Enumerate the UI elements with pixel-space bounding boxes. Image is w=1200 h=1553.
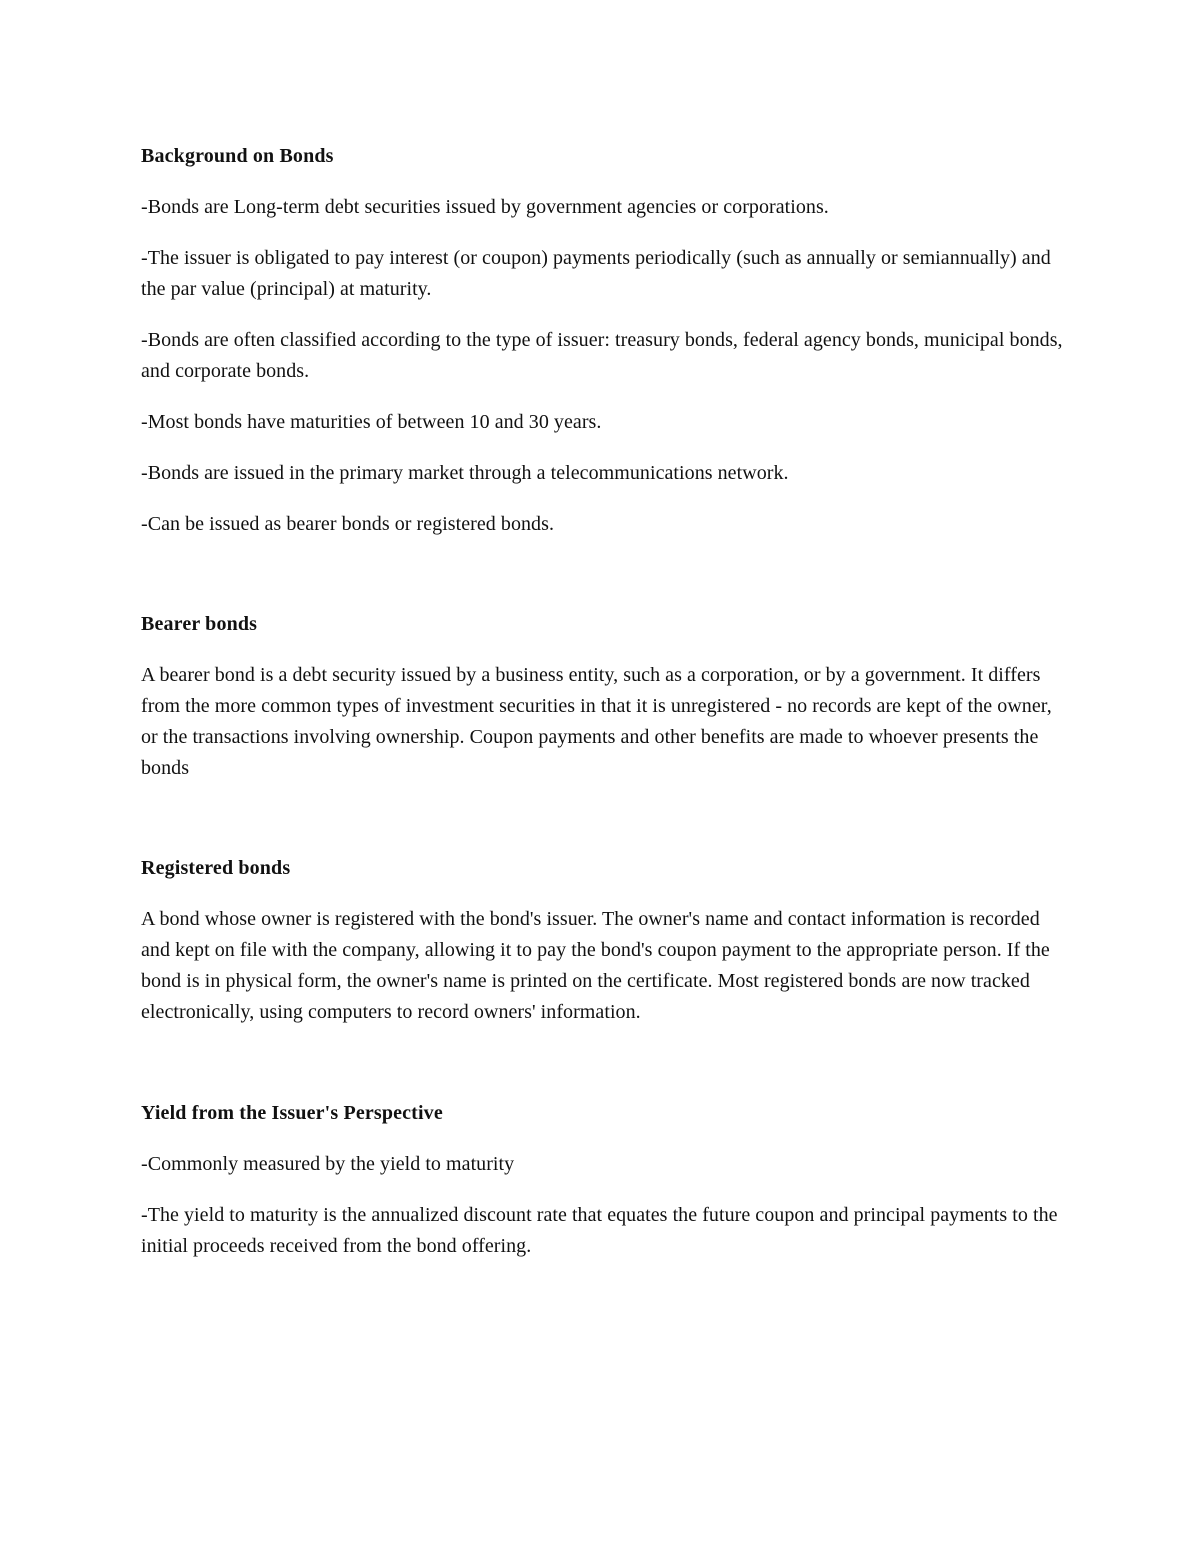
body-paragraph: A bearer bond is a debt security issued by a business entity, such as a corporation, or by a government. It differs from the more common types of investment securities in that it is unregistered - no records are kept of the owner, or the transactions involving ownership. Coupon payments and other benefits are made to whoever presents the bonds: [141, 664, 1052, 779]
spacer: [141, 804, 1066, 853]
section-heading: Registered bonds: [141, 857, 291, 879]
spacer: [141, 1048, 1066, 1098]
section-yield-issuer-perspective: [141, 1098, 1066, 1262]
document-body: [141, 141, 1066, 1282]
bullet-paragraph: -Bonds are often classified according to the type of issuer: treasury bonds, federal agency bonds, municipal bonds, and corporate bonds.: [141, 329, 1063, 382]
bullet-paragraph: -Bonds are Long-term debt securities issued by government agencies or corporations.: [141, 196, 829, 218]
bullet-paragraph: -The issuer is obligated to pay interest (or coupon) payments periodically (such as annually or semiannually) and the par value (principal) at maturity.: [141, 247, 1051, 300]
section-background-on-bonds: [141, 141, 1066, 540]
section-heading: Yield from the Issuer's Perspective: [141, 1102, 443, 1124]
spacer: [141, 560, 1066, 609]
section-bearer-bonds: [141, 609, 1066, 784]
bullet-paragraph: -The yield to maturity is the annualized discount rate that equates the future coupon and principal payments to the initial proceeds received from the bond offering.: [141, 1204, 1058, 1257]
bullet-paragraph: -Can be issued as bearer bonds or registered bonds.: [141, 513, 554, 535]
section-registered-bonds: [141, 853, 1066, 1028]
bullet-paragraph: -Bonds are issued in the primary market through a telecommunications network.: [141, 462, 789, 484]
body-paragraph: A bond whose owner is registered with the bond's issuer. The owner's name and contact information is recorded and kept on file with the company, allowing it to pay the bond's coupon payment to the appropriate person. If the bond is in physical form, the owner's name is printed on the certificate. Most registered bonds are now tracked electronically, using computers to record owners' information.: [141, 908, 1050, 1023]
bullet-paragraph: -Most bonds have maturities of between 10 and 30 years.: [141, 411, 602, 433]
section-heading: Bearer bonds: [141, 613, 258, 635]
bullet-paragraph: -Commonly measured by the yield to maturity: [141, 1153, 515, 1175]
section-heading: Background on Bonds: [141, 145, 334, 167]
